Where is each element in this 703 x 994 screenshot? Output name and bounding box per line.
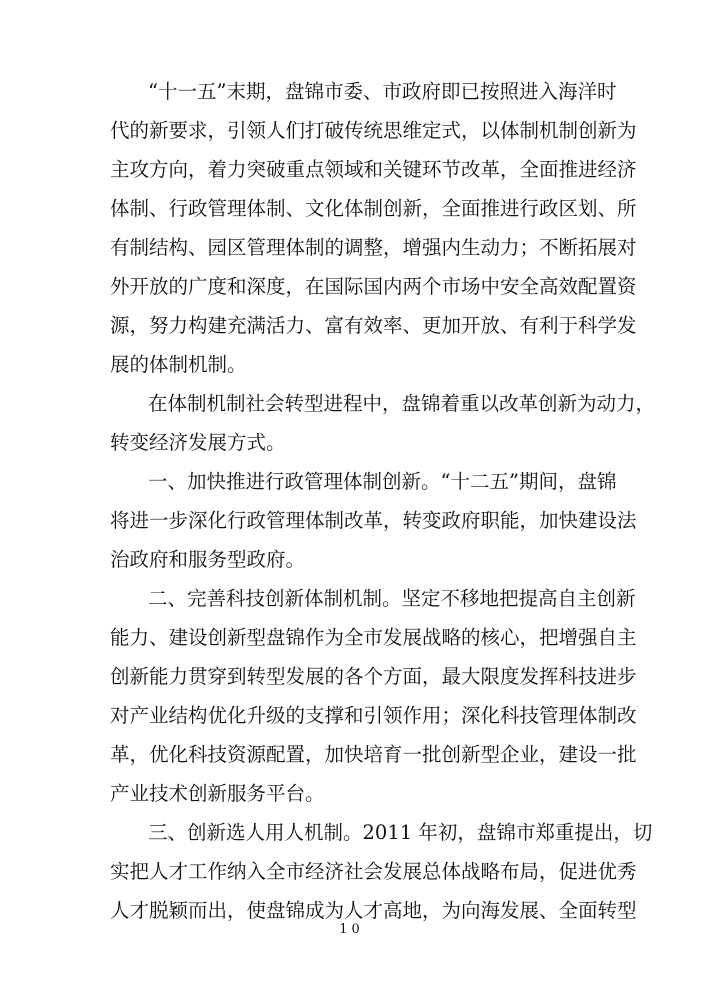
text-line	[0, 423, 703, 463]
text-line	[0, 150, 703, 190]
line-text: 一、加快推进行政管理体制创新。“十二五”期间，盘锦	[148, 470, 617, 493]
text-line	[0, 111, 703, 151]
text-line	[0, 72, 703, 112]
text-line	[0, 540, 703, 580]
line-text: 创新能力贯穿到转型发展的各个方面，最大限度发挥科技进步	[110, 665, 637, 688]
text-line	[0, 774, 703, 814]
line-text: 展的体制机制。	[110, 353, 247, 376]
line-text: 源，努力构建充满活力、富有效率、更加开放、有利于科学发	[110, 314, 637, 337]
line-text: 代的新要求，引领人们打破传统思维定式，以体制机制创新为	[110, 119, 637, 142]
page-number: 10	[339, 922, 364, 937]
line-text: 转变经济发展方式。	[110, 431, 286, 454]
line-text: 主攻方向，着力突破重点领域和关键环节改革，全面推进经济	[110, 158, 637, 181]
text-line	[0, 813, 703, 853]
line-text: 二、完善科技创新体制机制。坚定不移地把提高自主创新	[148, 587, 636, 610]
line-text: 实把人才工作纳入全市经济社会发展总体战略布局，促进优秀	[110, 860, 637, 883]
text-line	[0, 657, 703, 697]
line-text: “十一五”末期，盘锦市委、市政府即已按照进入海洋时	[148, 80, 617, 103]
text-line	[0, 189, 703, 229]
line-text: 体制、行政管理体制、文化体制创新，全面推进行政区划、所	[110, 197, 637, 220]
line-text: 产业技术创新服务平台。	[110, 782, 325, 805]
text-line	[0, 579, 703, 619]
line-text: 外开放的广度和深度，在国际国内两个市场中安全高效配置资	[110, 275, 637, 298]
line-text: 能力、建设创新型盘锦作为全市发展战略的核心，把增强自主	[110, 626, 637, 649]
text-line	[0, 345, 703, 385]
text-line	[0, 306, 703, 346]
text-line	[0, 852, 703, 892]
line-text: 人才脱颖而出，使盘锦成为人才高地，为向海发展、全面转型	[110, 899, 637, 922]
text-line	[0, 267, 703, 307]
text-line	[0, 618, 703, 658]
text-line	[0, 228, 703, 268]
text-line	[0, 501, 703, 541]
line-text: 治政府和服务型政府。	[110, 548, 306, 571]
line-text: 三、创新选人用人机制。2011 年初，盘锦市郑重提出，切	[148, 821, 653, 844]
line-text: 将进一步深化行政管理体制改革，转变政府职能，加快建设法	[110, 509, 637, 532]
text-line	[0, 462, 703, 502]
line-text: 在体制机制社会转型进程中，盘锦着重以改革创新为动力，	[148, 392, 656, 415]
text-line	[0, 735, 703, 775]
text-line	[0, 384, 703, 424]
line-text: 有制结构、园区管理体制的调整，增强内生动力；不断拓展对	[110, 236, 637, 259]
line-text: 革，优化科技资源配置，加快培育一批创新型企业，建设一批	[110, 743, 637, 766]
line-text: 对产业结构优化升级的支撑和引领作用；深化科技管理体制改	[110, 704, 637, 727]
text-line	[0, 696, 703, 736]
